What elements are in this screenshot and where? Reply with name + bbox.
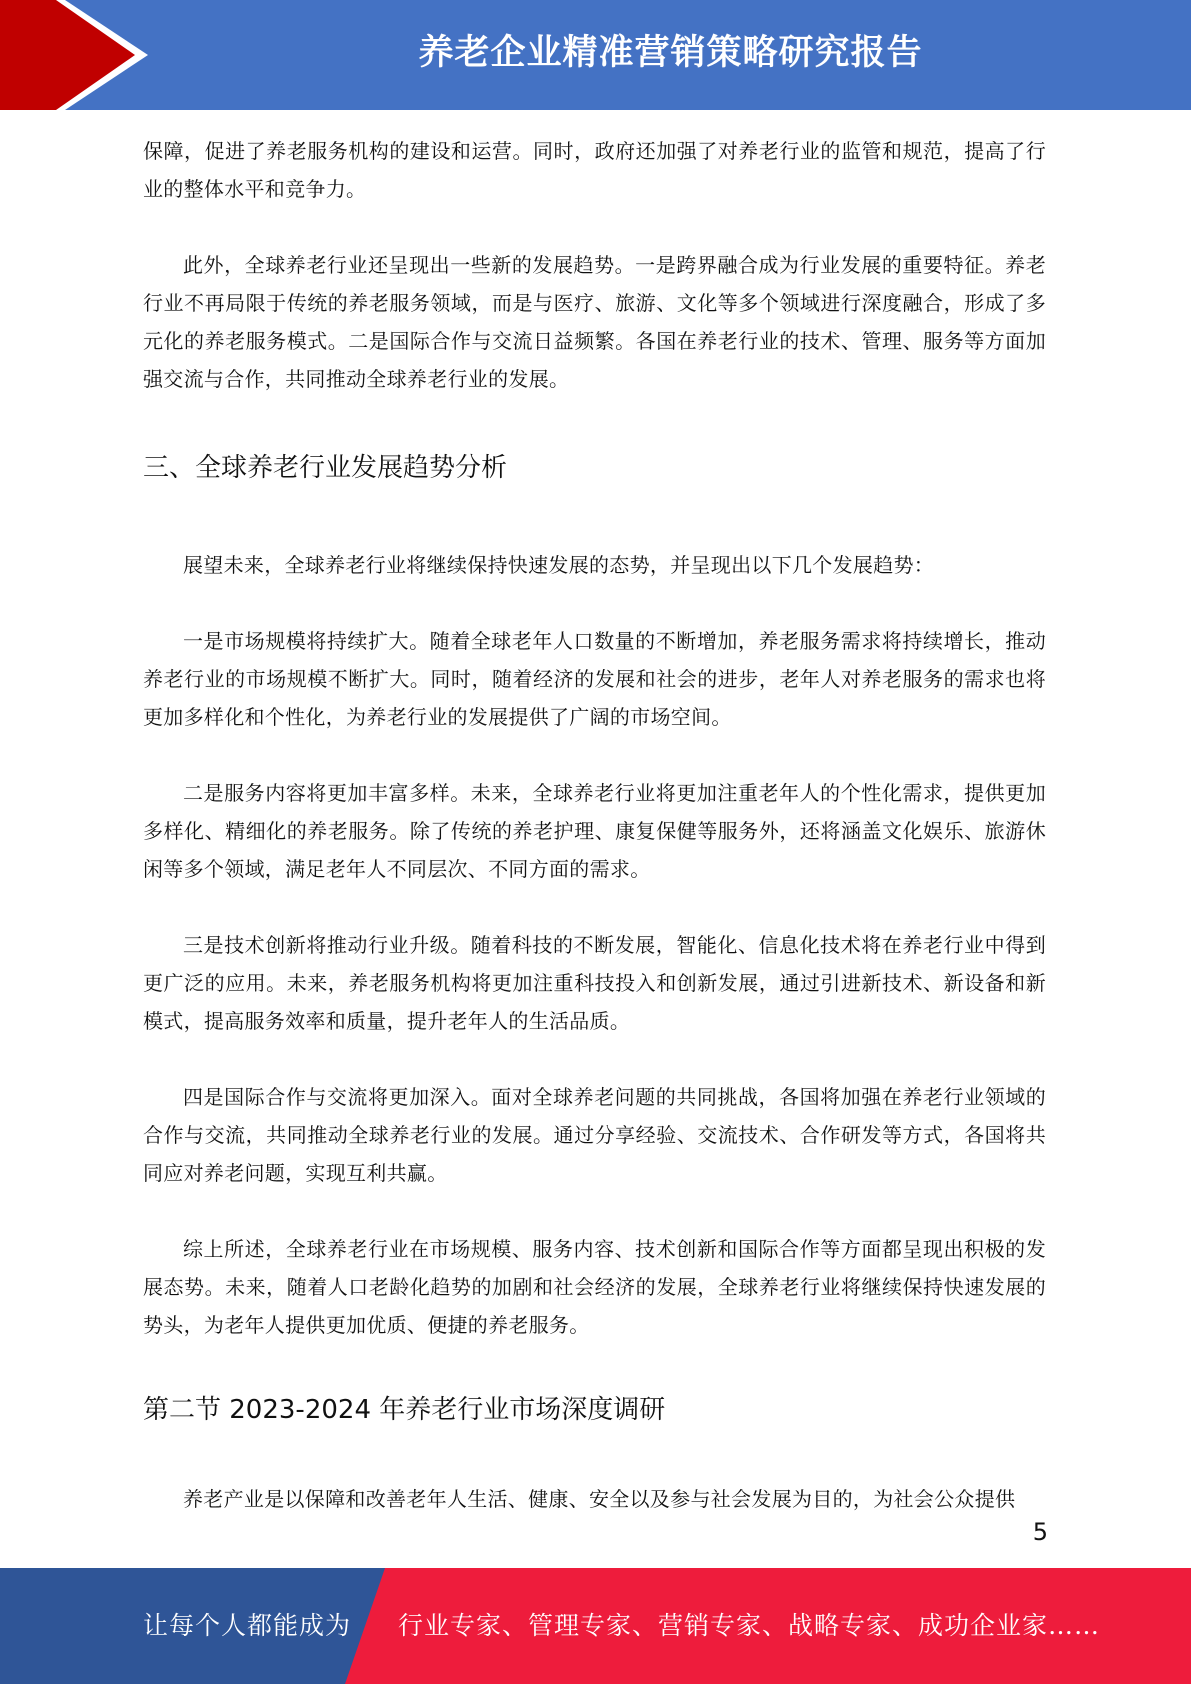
page-header [0, 0, 1191, 110]
section-heading-3: 三、全球养老行业发展趋势分析 [143, 453, 508, 483]
paragraph-9: 养老产业是以保障和改善老年人生活、健康、安全以及参与社会发展为目的，为社会公众提供 [183, 1487, 1016, 1511]
paragraph-8: 综上所述，全球养老行业在市场规模、服务内容、技术创新和国际合作等方面都呈现出积极的发展态势。未来，随着人口老龄化趋势的加剧和社会经济的发展，全球养老行业将继续保持快速发展的势头，为老年人提供更加优质、便捷的养老服务。 [143, 1237, 1046, 1337]
paragraph-3: 展望未来，全球养老行业将继续保持快速发展的态势，并呈现出以下几个发展趋势： [183, 553, 935, 577]
report-title: 养老企业精准营销策略研究报告 [418, 33, 923, 73]
paragraph-5: 二是服务内容将更加丰富多样。未来，全球养老行业将更加注重老年人的个性化需求，提供更加多样化、精细化的养老服务。除了传统的养老护理、康复保健等服务外，还将涵盖文化娱乐、旅游休闲等多个领域，满足老年人不同层次、不同方面的需求。 [143, 781, 1046, 881]
page-footer [0, 1568, 1191, 1684]
paragraph-2: 此外，全球养老行业还呈现出一些新的发展趋势。一是跨界融合成为行业发展的重要特征。养老行业不再局限于传统的养老服务领域，而是与医疗、旅游、文化等多个领域进行深度融合，形成了多元化的养老服务模式。二是国际合作与交流日益频繁。各国在养老行业的技术、管理、服务等方面加强交流与合作，共同推动全球养老行业的发展。 [143, 253, 1046, 391]
paragraph-6: 三是技术创新将推动行业升级。随着科技的不断发展，智能化、信息化技术将在养老行业中得到更广泛的应用。未来，养老服务机构将更加注重科技投入和创新发展，通过引进新技术、新设备和新模式，提高服务效率和质量，提升老年人的生活品质。 [143, 933, 1046, 1033]
footer-slogan-right: 行业专家、管理专家、营销专家、战略专家、成功企业家…… [398, 1611, 1101, 1640]
document-body [143, 132, 1046, 1518]
header-chevron-decoration [0, 0, 160, 110]
section-heading-2nd: 第二节 2023-2024 年养老行业市场深度调研 [143, 1395, 666, 1425]
footer-slogan-left: 让每个人都能成为 [143, 1611, 352, 1640]
paragraph-7: 四是国际合作与交流将更加深入。面对全球养老问题的共同挑战，各国将加强在养老行业领域的合作与交流，共同推动全球养老行业的发展。通过分享经验、交流技术、合作研发等方式，各国将共同应对养老问题，实现互利共赢。 [143, 1085, 1046, 1185]
page-number: 5 [1032, 1518, 1048, 1546]
paragraph-4: 一是市场规模将持续扩大。随着全球老年人口数量的不断增加，养老服务需求将持续增长，推动养老行业的市场规模不断扩大。同时，随着经济的发展和社会的进步，老年人对养老服务的需求也将更加多样化和个性化，为养老行业的发展提供了广阔的市场空间。 [143, 629, 1046, 729]
paragraph-1: 保障，促进了养老服务机构的建设和运营。同时，政府还加强了对养老行业的监管和规范，提高了行业的整体水平和竞争力。 [143, 139, 1046, 201]
